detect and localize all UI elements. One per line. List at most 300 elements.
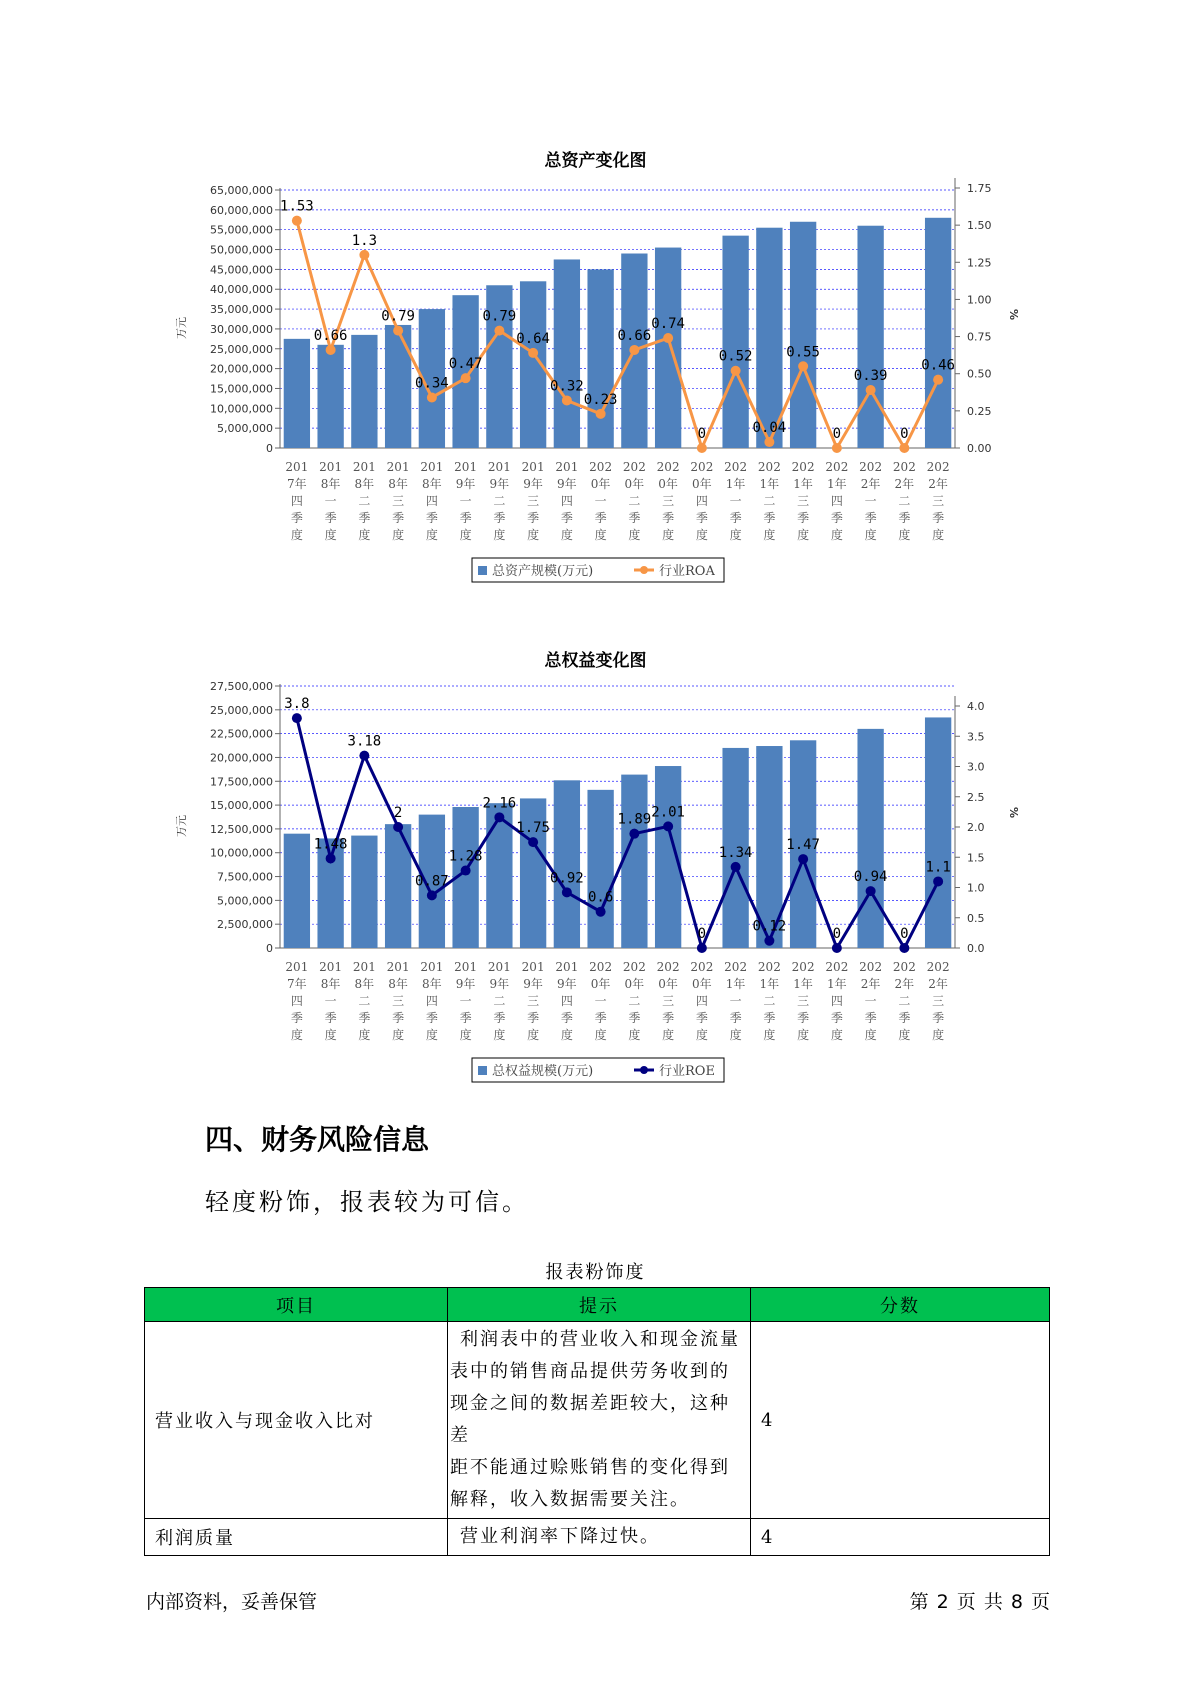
bar	[587, 269, 613, 448]
x-tick-label: 一	[324, 994, 337, 1008]
data-label: 1.34	[718, 844, 753, 861]
table-row	[145, 1519, 1050, 1556]
y-tick-label: 17,500,000	[210, 775, 273, 789]
chart-title-equity: 总权益变化图	[544, 651, 647, 671]
x-tick-label: 202	[656, 460, 680, 474]
x-tick-label: 度	[932, 528, 945, 542]
data-label: 0.64	[516, 330, 550, 347]
bar	[351, 335, 377, 448]
data-label: 0.74	[651, 316, 685, 333]
x-tick-label: 202	[825, 960, 849, 974]
data-label: 0	[697, 426, 707, 442]
x-tick-label: 一	[594, 994, 607, 1008]
x-tick-label: 季	[830, 1011, 843, 1025]
x-tick-label: 度	[425, 1028, 438, 1042]
line-point	[629, 829, 639, 839]
bar	[385, 325, 411, 448]
x-tick-label: 202	[724, 960, 748, 974]
x-tick-label: 202	[656, 960, 680, 974]
x-tick-label: 9年	[489, 477, 510, 491]
x-tick-label: 四	[290, 994, 303, 1008]
data-label: 1.28	[448, 848, 483, 865]
x-tick-label: 季	[324, 1011, 337, 1025]
x-tick-label: 2年	[860, 977, 881, 991]
x-tick-label: 四	[560, 994, 573, 1008]
y2-tick-label: 3.5	[967, 730, 985, 744]
x-tick-label: 2年	[928, 977, 948, 991]
x-tick-label: 二	[628, 494, 641, 508]
y2-tick-label: 0.50	[967, 367, 992, 381]
bar	[554, 259, 580, 448]
x-tick-label: 1年	[759, 477, 780, 491]
x-tick-label: 0年	[590, 977, 611, 991]
line-point	[528, 837, 538, 847]
x-tick-label: 7年	[287, 977, 307, 991]
y-axis-title: 万元	[175, 317, 188, 339]
x-tick-label: 季	[763, 511, 776, 525]
x-tick-label: 四	[830, 994, 843, 1008]
x-tick-label: 202	[757, 960, 781, 974]
legend-swatch-bar	[478, 566, 487, 575]
y-tick-label: 30,000,000	[210, 322, 273, 336]
x-tick-label: 0年	[692, 477, 712, 491]
x-tick-label: 度	[662, 1028, 675, 1042]
table-header-row	[145, 1288, 1050, 1322]
x-tick-label: 季	[695, 511, 708, 525]
x-tick-label: 季	[560, 511, 573, 525]
x-tick-label: 二	[358, 994, 371, 1008]
line-point	[731, 862, 741, 872]
y2-tick-label: 0.0	[967, 942, 985, 955]
x-tick-label: 8年	[388, 477, 408, 491]
x-tick-label: 季	[729, 511, 742, 525]
y-tick-label: 35,000,000	[210, 303, 273, 317]
legend-label-line: 行业ROE	[659, 1064, 715, 1079]
row-item: 营业收入与现金收入比对	[145, 1322, 448, 1519]
bar	[722, 236, 748, 448]
bar	[554, 780, 580, 948]
x-tick-label: 201	[352, 960, 376, 974]
bar	[756, 228, 782, 448]
data-label: 0.46	[921, 357, 955, 374]
x-tick-label: 201	[285, 960, 309, 974]
x-tick-label: 季	[459, 1011, 472, 1025]
x-tick-label: 度	[932, 1028, 945, 1042]
x-tick-label: 度	[594, 1028, 607, 1042]
line-point	[629, 345, 639, 355]
x-tick-label: 8年	[388, 977, 408, 991]
line-point	[798, 361, 808, 371]
bar	[284, 834, 310, 948]
x-tick-label: 季	[932, 1011, 945, 1025]
x-tick-label: 0年	[590, 477, 611, 491]
line-point	[562, 395, 572, 405]
x-tick-label: 度	[763, 1028, 776, 1042]
y2-tick-label: 4.0	[967, 700, 985, 713]
x-tick-label: 201	[487, 460, 511, 474]
x-tick-label: 7年	[287, 477, 307, 491]
x-tick-label: 8年	[354, 477, 375, 491]
x-tick-label: 三	[662, 994, 675, 1008]
y-axis-title: 万元	[175, 815, 188, 837]
legend-swatch-point	[640, 1066, 648, 1074]
data-label: 0.12	[752, 918, 787, 935]
x-tick-label: 202	[859, 460, 883, 474]
x-tick-label: 三	[527, 994, 540, 1008]
x-tick-label: 季	[425, 511, 438, 525]
data-label: 0.87	[415, 873, 449, 890]
x-tick-label: 9年	[489, 977, 510, 991]
x-tick-label: 季	[594, 511, 607, 525]
x-tick-label: 三	[797, 494, 810, 508]
x-tick-label: 季	[797, 511, 810, 525]
line-point	[528, 348, 538, 358]
legend-label-bar: 总权益规模(万元)	[492, 1064, 594, 1079]
bar	[587, 790, 613, 948]
line-point	[764, 437, 774, 447]
x-tick-label: 三	[932, 994, 945, 1008]
y2-tick-label: 0.5	[967, 911, 985, 925]
x-tick-label: 度	[864, 528, 877, 542]
x-tick-label: 度	[493, 1028, 506, 1042]
data-label: 0.04	[752, 420, 787, 437]
y2-axis-title: %	[1007, 309, 1020, 321]
x-tick-label: 季	[425, 1011, 438, 1025]
x-tick-label: 202	[589, 960, 613, 974]
x-tick-label: 9年	[523, 977, 543, 991]
y-tick-label: 15,000,000	[210, 382, 273, 396]
header-hint: 提示	[448, 1288, 751, 1322]
y-tick-label: 10,000,000	[210, 846, 273, 860]
x-tick-label: 季	[290, 1011, 303, 1025]
risk-table	[144, 1287, 1050, 1556]
x-tick-label: 0年	[624, 977, 645, 991]
legend	[472, 1058, 724, 1082]
x-tick-label: 度	[560, 528, 573, 542]
x-tick-label: 度	[425, 528, 438, 542]
x-tick-label: 四	[695, 994, 708, 1008]
x-tick-label: 二	[493, 494, 506, 508]
x-tick-label: 度	[695, 528, 708, 542]
x-tick-label: 季	[392, 511, 405, 525]
x-tick-label: 四	[425, 994, 438, 1008]
x-tick-label: 二	[763, 994, 776, 1008]
y-tick-label: 60,000,000	[210, 203, 273, 217]
bar	[317, 345, 343, 448]
y-tick-label: 20,000,000	[210, 751, 273, 765]
line-point	[359, 751, 369, 761]
bar	[790, 222, 816, 448]
x-tick-label: 201	[420, 960, 444, 974]
data-label: 0.66	[617, 327, 652, 344]
x-tick-label: 201	[454, 960, 478, 974]
data-label: 0.39	[853, 368, 888, 385]
data-label: 2	[393, 805, 403, 821]
data-label: 0.79	[381, 308, 415, 325]
y2-tick-label: 1.0	[967, 881, 985, 895]
y-tick-label: 2,500,000	[217, 918, 273, 932]
data-label: 2.16	[482, 795, 517, 812]
x-tick-label: 季	[830, 511, 843, 525]
x-tick-label: 202	[724, 460, 748, 474]
x-tick-label: 0年	[692, 977, 712, 991]
section-text: 轻度粉饰，报表较为可信。	[205, 1188, 529, 1216]
line-point	[697, 943, 707, 953]
x-tick-label: 1年	[793, 477, 813, 491]
footer-left: 内部资料，妥善保管	[146, 1591, 318, 1613]
x-tick-label: 202	[757, 460, 781, 474]
data-label: 1.75	[516, 820, 550, 837]
line-point	[899, 943, 909, 953]
y-tick-label: 7,500,000	[217, 870, 273, 884]
line-point	[764, 936, 774, 946]
x-tick-label: 201	[319, 960, 343, 974]
x-tick-label: 度	[290, 528, 303, 542]
legend-swatch-point	[640, 566, 648, 574]
x-tick-label: 201	[454, 460, 478, 474]
x-tick-label: 度	[797, 528, 810, 542]
x-tick-label: 度	[324, 528, 337, 542]
x-tick-label: 202	[892, 960, 916, 974]
x-tick-label: 三	[392, 494, 405, 508]
x-tick-label: 季	[358, 1011, 371, 1025]
x-tick-label: 2年	[894, 477, 915, 491]
header-item: 项目	[145, 1288, 448, 1322]
row-score: 4	[751, 1519, 1050, 1556]
x-tick-label: 季	[695, 1011, 708, 1025]
table-row	[145, 1322, 1050, 1519]
y-tick-label: 0	[266, 442, 273, 455]
hint-line: 解释，收入数据需要关注。	[450, 1489, 690, 1510]
x-tick-label: 一	[594, 494, 607, 508]
line-point	[326, 345, 336, 355]
x-tick-label: 度	[527, 1028, 540, 1042]
data-label: 0	[900, 426, 909, 442]
y-tick-label: 20,000,000	[210, 362, 273, 376]
x-tick-label: 201	[352, 460, 376, 474]
x-tick-label: 202	[791, 460, 815, 474]
x-tick-label: 201	[555, 460, 579, 474]
x-tick-label: 8年	[354, 977, 375, 991]
x-tick-label: 季	[662, 511, 675, 525]
y2-tick-label: 1.5	[967, 851, 985, 865]
data-label: 3.18	[347, 733, 382, 750]
data-label: 0	[697, 926, 707, 942]
x-tick-label: 二	[898, 994, 911, 1008]
line-point	[731, 366, 741, 376]
x-tick-label: 四	[290, 494, 303, 508]
x-tick-label: 202	[622, 460, 646, 474]
bar	[925, 717, 951, 948]
data-label: 0	[900, 926, 909, 942]
x-tick-label: 季	[493, 511, 506, 525]
x-tick-label: 度	[527, 528, 540, 542]
line-point	[326, 853, 336, 863]
x-tick-label: 季	[797, 1011, 810, 1025]
x-tick-label: 二	[628, 994, 641, 1008]
line-point	[562, 887, 572, 897]
data-label: 1.53	[280, 198, 314, 215]
line-point	[697, 443, 707, 453]
x-tick-label: 一	[324, 494, 337, 508]
x-tick-label: 度	[729, 528, 742, 542]
x-tick-label: 季	[729, 1011, 742, 1025]
x-tick-label: 一	[729, 494, 742, 508]
row-score: 4	[751, 1322, 1050, 1519]
legend-label-line: 行业ROA	[659, 564, 715, 579]
y2-tick-label: 1.25	[967, 256, 992, 270]
header-score: 分数	[751, 1288, 1050, 1322]
line-point	[461, 866, 471, 876]
x-tick-label: 季	[628, 511, 641, 525]
x-tick-label: 季	[527, 511, 540, 525]
x-tick-label: 度	[290, 1028, 303, 1042]
x-tick-label: 度	[493, 528, 506, 542]
data-label: 1.89	[617, 811, 652, 828]
line-point	[461, 373, 471, 383]
x-tick-label: 三	[932, 494, 945, 508]
x-tick-label: 一	[864, 494, 877, 508]
line-point	[933, 876, 943, 886]
x-tick-label: 8年	[320, 477, 341, 491]
x-tick-label: 2年	[894, 977, 915, 991]
x-tick-label: 202	[622, 960, 646, 974]
legend	[472, 558, 724, 582]
x-tick-label: 201	[319, 460, 343, 474]
line-point	[866, 886, 876, 896]
x-tick-label: 季	[459, 511, 472, 525]
hint-line: 距不能通过赊账销售的变化得到	[450, 1457, 730, 1478]
line-point	[596, 907, 606, 917]
x-tick-label: 1年	[827, 977, 847, 991]
data-label: 0.23	[583, 391, 618, 408]
x-tick-label: 1年	[725, 477, 746, 491]
x-tick-label: 三	[662, 494, 675, 508]
footer-page-number: 第 2 页 共 8 页	[909, 1591, 1051, 1613]
data-label: 0.52	[718, 348, 753, 365]
data-label: 0.34	[415, 375, 449, 392]
bar	[655, 248, 681, 448]
x-tick-label: 201	[386, 460, 410, 474]
y-tick-label: 45,000,000	[210, 263, 273, 277]
x-tick-label: 9年	[523, 477, 543, 491]
x-tick-label: 1年	[759, 977, 780, 991]
x-tick-label: 四	[830, 494, 843, 508]
x-tick-label: 8年	[422, 977, 442, 991]
x-tick-label: 度	[662, 528, 675, 542]
bar	[621, 775, 647, 948]
x-tick-label: 度	[324, 1028, 337, 1042]
data-label: 3.8	[284, 696, 310, 713]
x-tick-label: 0年	[624, 477, 645, 491]
x-tick-label: 度	[594, 528, 607, 542]
x-tick-label: 度	[830, 1028, 843, 1042]
x-tick-label: 度	[763, 528, 776, 542]
y2-tick-label: 2.0	[967, 821, 985, 834]
x-tick-label: 度	[392, 1028, 405, 1042]
x-tick-label: 四	[695, 494, 708, 508]
x-tick-label: 201	[555, 960, 579, 974]
x-tick-label: 201	[420, 460, 444, 474]
section-heading: 四、财务风险信息	[205, 1123, 430, 1156]
line-point	[663, 821, 673, 831]
line-point	[359, 250, 369, 260]
line-point	[494, 812, 504, 822]
x-tick-label: 202	[859, 960, 883, 974]
x-tick-label: 1年	[725, 977, 746, 991]
x-tick-label: 0年	[658, 477, 678, 491]
chart-total-assets	[0, 170, 1191, 600]
line-point	[494, 326, 504, 336]
y2-tick-label: 0.25	[967, 404, 992, 418]
y2-tick-label: 1.50	[967, 219, 992, 233]
chart-title-assets: 总资产变化图	[544, 151, 647, 171]
x-tick-label: 201	[285, 460, 309, 474]
x-tick-label: 季	[392, 1011, 405, 1025]
data-label: 0.32	[550, 378, 584, 395]
x-tick-label: 度	[459, 528, 472, 542]
hint-line: 现金之间的数据差距较大，这种差	[450, 1393, 730, 1446]
data-label: 0.55	[786, 344, 820, 361]
hint-line: 利润表中的营业收入和现金流量	[460, 1329, 740, 1350]
x-tick-label: 度	[560, 1028, 573, 1042]
line-point	[933, 375, 943, 385]
line-point	[663, 333, 673, 343]
x-tick-label: 202	[791, 960, 815, 974]
x-tick-label: 四	[425, 494, 438, 508]
hint-line: 表中的销售商品提供劳务收到的	[450, 1361, 730, 1382]
data-label: 0.6	[587, 889, 614, 906]
y-tick-label: 22,500,000	[210, 727, 273, 741]
x-tick-label: 季	[662, 1011, 675, 1025]
line-point	[832, 443, 842, 453]
x-tick-label: 季	[628, 1011, 641, 1025]
x-tick-label: 9年	[455, 977, 476, 991]
line-point	[393, 822, 403, 832]
data-label: 0.66	[313, 327, 348, 344]
data-label: 0.79	[482, 308, 517, 325]
x-tick-label: 四	[560, 494, 573, 508]
line-point	[596, 409, 606, 419]
x-tick-label: 2年	[928, 477, 948, 491]
bar	[284, 339, 310, 448]
x-tick-label: 202	[589, 460, 613, 474]
x-tick-label: 202	[690, 960, 714, 974]
y-tick-label: 5,000,000	[217, 422, 273, 436]
x-tick-label: 季	[560, 1011, 573, 1025]
line-point	[832, 943, 842, 953]
x-tick-label: 一	[459, 994, 472, 1008]
y-tick-label: 5,000,000	[217, 894, 273, 908]
y2-tick-label: 1.75	[967, 182, 992, 195]
x-tick-label: 三	[527, 494, 540, 508]
x-tick-label: 季	[898, 511, 911, 525]
data-label: 0	[832, 926, 842, 942]
x-tick-label: 一	[864, 994, 877, 1008]
x-tick-label: 202	[926, 460, 950, 474]
y2-tick-label: 3.0	[967, 760, 985, 774]
x-tick-label: 季	[493, 1011, 506, 1025]
x-tick-label: 9年	[455, 477, 476, 491]
bar	[857, 226, 883, 448]
line-point	[427, 890, 437, 900]
x-tick-label: 8年	[422, 477, 442, 491]
y2-tick-label: 2.5	[967, 790, 985, 804]
x-tick-label: 季	[864, 511, 877, 525]
x-tick-label: 度	[392, 528, 405, 542]
x-tick-label: 201	[521, 460, 545, 474]
x-tick-label: 度	[459, 1028, 472, 1042]
